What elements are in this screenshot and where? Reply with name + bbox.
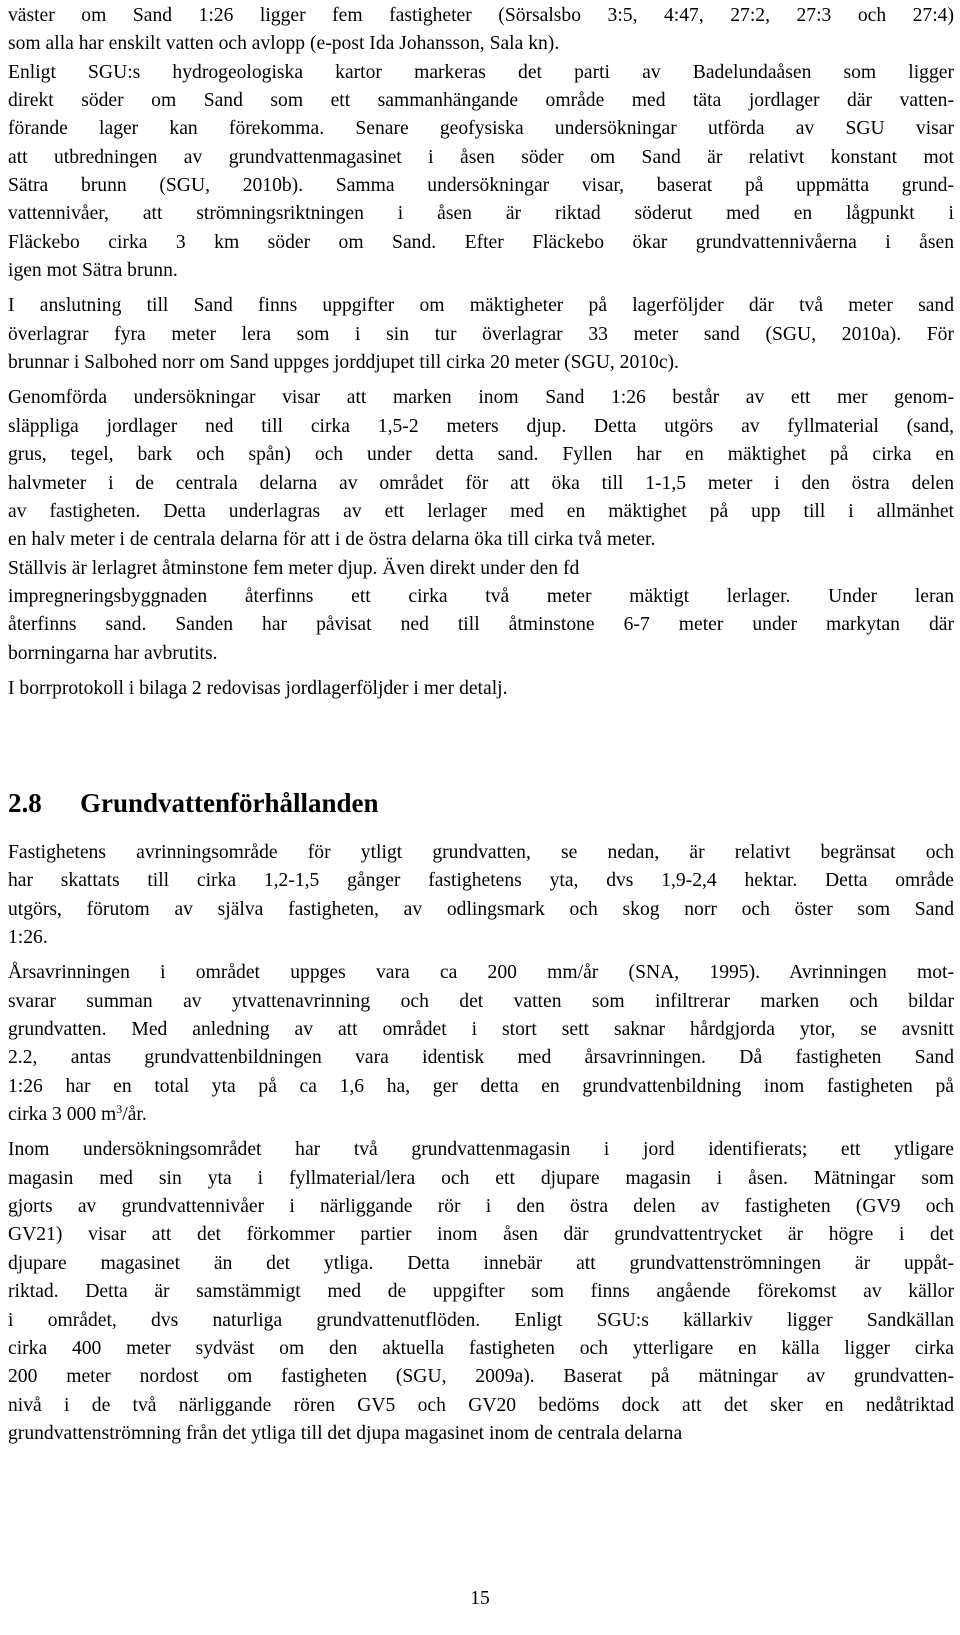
paragraph-borrprotokoll (8, 675, 954, 703)
section-heading (8, 787, 954, 819)
text-line: grundvatten. Med anledning av att området i stort sett saknar hårdgjorda ytor, se avsnitt (8, 1019, 954, 1041)
text-line: igen mot Sätra brunn. (8, 260, 178, 282)
text-line: väster om Sand 1:26 ligger fem fastigheter (Sörsalsbo 3:5, 4:47, 27:2, 27:3 och 27:4) (8, 5, 954, 26)
text-line: Genomförda undersökningar visar att marken inom Sand 1:26 består av ett mer genom- (8, 387, 954, 409)
body-text-lower (8, 839, 954, 1448)
text-line: GV21) visar att det förkommer partier inom åsen där grundvattentrycket är högre i det (8, 1224, 954, 1246)
superscript: 3 (116, 1102, 123, 1117)
text-line: Sätra brunn (SGU, 2010b). Samma undersökningar visar, baserat på uppmätta grund- (8, 175, 954, 197)
text-line: borrningarna har avbrutits. (8, 642, 218, 664)
text-line: grundvattenströmning från det ytliga till det djupa magasinet inom de centrala delarna (8, 1422, 683, 1444)
section-title: Grundvattenförhållanden (80, 788, 379, 818)
paragraph-investigations (8, 384, 954, 667)
page-number: 15 (470, 1588, 490, 1609)
text-line: av fastigheten. Detta underlagras av ett lerlager med en mäktighet på upp till i allmänhet (8, 500, 954, 522)
text-line: 2.2, antas grundvattenbildningen vara identisk med årsavrinningen. Då fastigheten Sand (8, 1047, 954, 1069)
text-line: Enligt SGU:s hydrogeologiska kartor markeras det parti av Badelundaåsen som ligger (8, 61, 954, 83)
text-line: en halv meter i de centrala delarna för att i de östra delarna öka till cirka två meter. (8, 529, 656, 551)
text-line (8, 1101, 954, 1129)
text-line: i området, dvs naturliga grundvattenutflöden. Enligt SGU:s källarkiv ligger Sandkällan (8, 1309, 954, 1331)
text-line: har skattats till cirka 1,2-1,5 gånger fastighetens yta, dvs 1,9-2,4 hektar. Detta område (8, 870, 954, 892)
intro-paragraph (8, 2, 954, 59)
body-text-upper (8, 2, 954, 703)
text-line: att utbredningen av grundvattenmagasinet i åsen söder om Sand är relativt konstant mot (8, 146, 954, 168)
text-line: direkt söder om Sand som ett sammanhängande område med täta jordlager där vatten- (8, 90, 954, 112)
text-line: nivå i de två närliggande rören GV5 och GV20 bedöms dock att det sker en nedåtriktad (8, 1394, 954, 1416)
text-line: grus, tegel, bark och spån) och under detta sand. Fyllen har en mäktighet på cirka en (8, 444, 954, 466)
paragraph-catchment (8, 839, 954, 952)
text-line: Ställvis är lerlagret åtminstone fem meter djup. Även direkt under den fd (8, 557, 580, 579)
text-line: 1:26. (8, 927, 48, 949)
section-number: 2.8 (8, 788, 42, 818)
text-line: riktad. Detta är samstämmigt med de uppgifter som finns angående förekomst av källor (8, 1281, 954, 1303)
text-line: cirka 400 meter sydväst om den aktuella fastigheten och ytterligare en källa ligger cirka (8, 1337, 954, 1359)
text-line: överlagrar fyra meter lera som i sin tur överlagrar 33 meter sand (SGU, 2010a). För (8, 323, 954, 345)
paragraph-aquifers (8, 1136, 954, 1448)
text-line: brunnar i Salbohed norr om Sand uppges jorddjupet till cirka 20 meter (SGU, 2010c). (8, 352, 679, 374)
text-line: utgörs, förutom av själva fastigheten, av odlingsmark och skog norr och öster som Sand (8, 898, 954, 920)
text-line: gjorts av grundvattennivåer i närliggande rör i den östra delen av fastigheten (GV9 och (8, 1196, 954, 1218)
text-line: Fastighetens avrinningsområde för ytligt grundvatten, se nedan, är relativt begränsat och (8, 842, 954, 863)
paragraph-runoff (8, 959, 954, 1129)
text-line: svarar summan av ytvattenavrinning och det vatten som infiltrerar marken och bildar (8, 990, 954, 1012)
text-line: återfinns sand. Sanden har påvisat ned till åtminstone 6-7 meter under markytan där (8, 614, 954, 636)
paragraph-layers (8, 292, 954, 377)
text-line: I anslutning till Sand finns uppgifter om mäktigheter på lagerföljder där två meter sand (8, 295, 954, 317)
text-line: 1:26 har en total yta på ca 1,6 ha, ger detta en grundvattenbildning inom fastigheten på (8, 1075, 954, 1097)
text-line: djupare magasinet än det ytliga. Detta innebär att grundvattenströmningen är uppåt- (8, 1252, 954, 1274)
text-line: I borrprotokoll i bilaga 2 redovisas jordlagerföljder i mer detalj. (8, 677, 508, 699)
text-segment: /år. (122, 1104, 147, 1126)
text-line: förande lager kan förekomma. Senare geofysiska undersökningar utförda av SGU visar (8, 118, 954, 140)
text-line: som alla har enskilt vatten och avlopp (e-post Ida Johansson, Sala kn). (8, 33, 560, 55)
paragraph-sgu-hydrogeology (8, 59, 954, 286)
text-line: halvmeter i de centrala delarna av området för att öka till 1-1,5 meter i den östra delen (8, 472, 954, 494)
text-line: Årsavrinningen i området uppges vara ca 200 mm/år (SNA, 1995). Avrinningen mot- (8, 962, 954, 984)
text-line: 200 meter nordost om fastigheten (SGU, 2009a). Baserat på mätningar av grundvatten- (8, 1366, 954, 1388)
text-line: släppliga jordlager ned till cirka 1,5-2 meters djup. Detta utgörs av fyllmaterial (sand, (8, 415, 954, 437)
text-line: impregneringsbyggnaden återfinns ett cirka två meter mäktigt lerlager. Under leran (8, 585, 954, 607)
text-line: vattennivåer, att strömningsriktningen i åsen är riktad söderut med en lågpunkt i (8, 203, 954, 225)
text-line: Inom undersökningsområdet har två grundvattenmagasin i jord identifierats; ett ytligare (8, 1139, 954, 1161)
text-line: Fläckebo cirka 3 km söder om Sand. Efter Fläckebo ökar grundvattennivåerna i åsen (8, 231, 954, 253)
text-line: magasin med sin yta i fyllmaterial/lera och ett djupare magasin i åsen. Mätningar som (8, 1167, 954, 1189)
text-segment: cirka 3 000 m (8, 1104, 117, 1126)
